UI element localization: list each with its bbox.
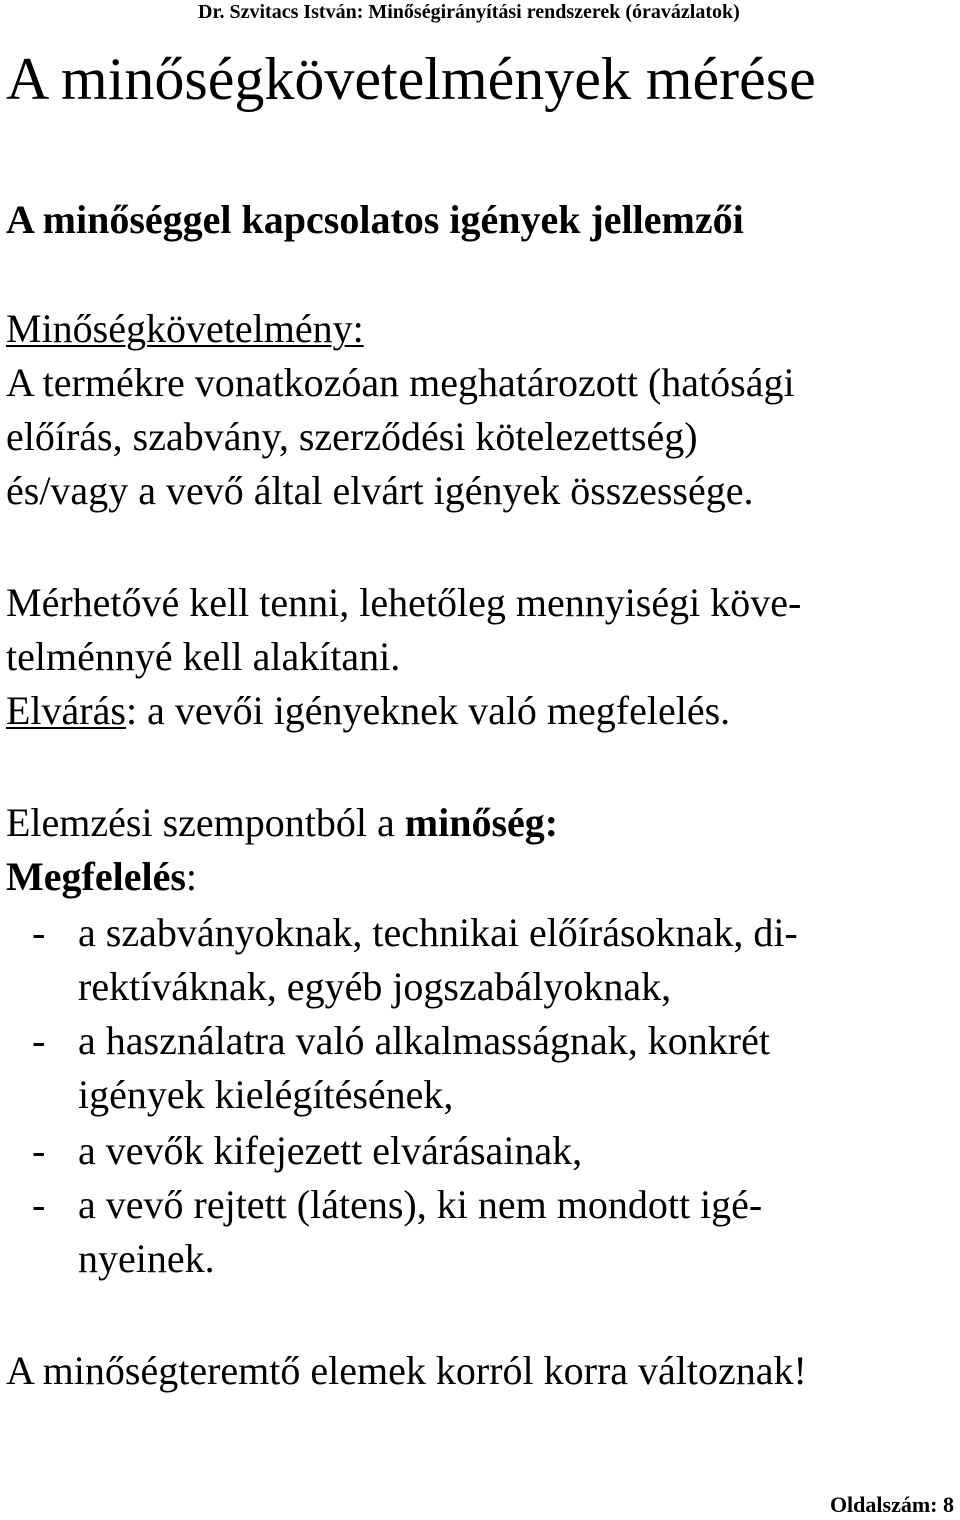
definition-line: és/vagy a vevő által elvárt igények összessége. xyxy=(6,468,754,513)
definition-line: előírás, szabvány, szerződési kötelezettség) xyxy=(6,414,698,459)
measurable-line: telménnyé kell alakítani. xyxy=(6,634,401,679)
bullet-line: nyeinek. xyxy=(78,1236,215,1281)
analysis-intro xyxy=(6,796,558,850)
definition-term: Minőségkövetelmény: xyxy=(6,306,364,351)
bullet-dash: - xyxy=(32,1182,46,1227)
expectation-text: : a vevői igényeknek való megfelelés. xyxy=(125,688,731,733)
analysis-intro-bold: minőség: xyxy=(404,800,559,845)
analysis-intro-text: Elemzési szempontból a xyxy=(6,800,405,845)
bullet-dash: - xyxy=(32,1018,46,1063)
closing-statement: A minőségteremtő elemek korról korra változnak! xyxy=(6,1348,807,1393)
section-heading: A minőséggel kapcsolatos igények jellemzői xyxy=(6,197,744,242)
running-header: Dr. Szvitacs István: Minőségirányítási rendszerek (óravázlatok) xyxy=(198,1,740,23)
conformance-term: Megfelelés xyxy=(6,854,186,899)
page-number: Oldalszám: 8 xyxy=(829,1492,954,1517)
bullet-dash: - xyxy=(32,910,46,955)
bullet-line: a szabványoknak, technikai előírásoknak, di- xyxy=(78,910,798,955)
conformance-colon: : xyxy=(185,854,198,899)
bullet-line: a vevők kifejezett elvárásainak, xyxy=(78,1128,583,1173)
page-title: A minőségkövetelmények mérése xyxy=(6,46,816,112)
bullet-line: a vevő rejtett (látens), ki nem mondott igé- xyxy=(78,1182,763,1227)
measurable-line: Mérhetővé kell tenni, lehetőleg mennyiségi köve- xyxy=(6,580,802,625)
definition-line: A termékre vonatkozóan meghatározott (hatósági xyxy=(6,360,795,405)
bullet-line: a használatra való alkalmasságnak, konkrét xyxy=(78,1018,770,1063)
expectation-term: Elvárás xyxy=(6,688,126,733)
expectation-line xyxy=(6,684,730,738)
bullet-line: igények kielégítésének, xyxy=(78,1072,454,1117)
conformance-heading xyxy=(6,850,197,904)
bullet-dash: - xyxy=(32,1128,46,1173)
bullet-line: rektíváknak, egyéb jogszabályoknak, xyxy=(78,964,672,1009)
